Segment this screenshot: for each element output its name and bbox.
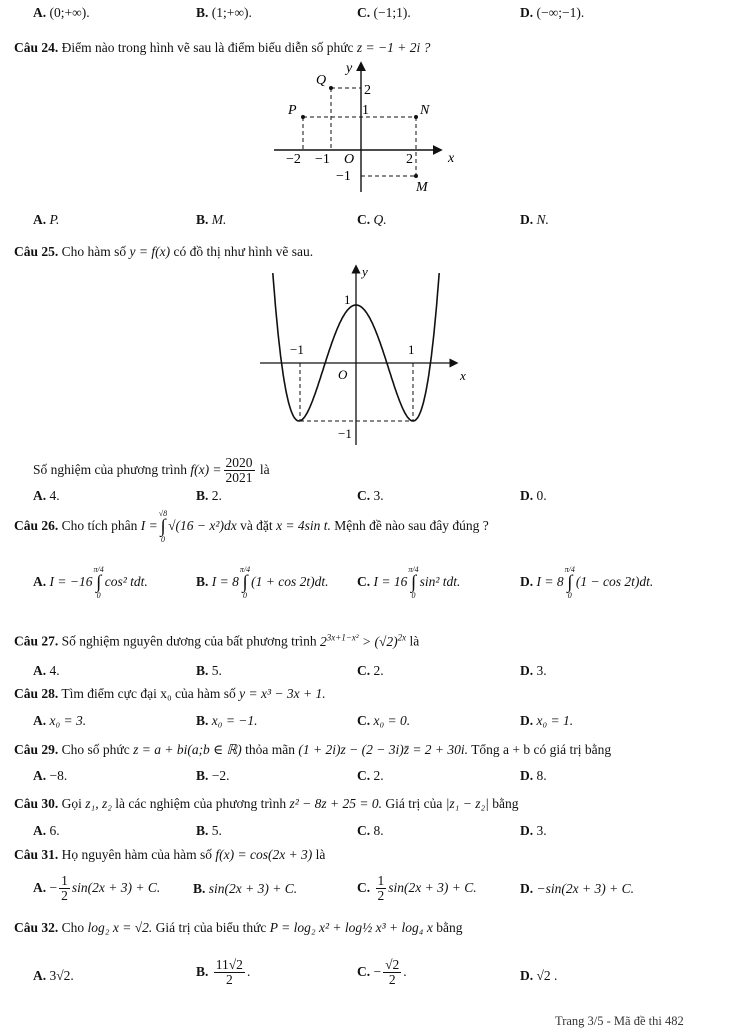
q25-origin-label: O [338,367,348,382]
q24-tick-y2: 2 [364,83,371,98]
q25-question: Số nghiệm của phương trình f(x) = $\frac{2020}{2021}$ là [33,455,270,486]
q26-a-integral: π/4 ∫ 0 [93,565,104,600]
q24-tick-xm2: −2 [286,152,301,167]
q32-c-fraction: $\frac{√2}{2}$ [385,957,400,988]
q30-option-b: B. 5. [196,823,222,838]
q25-x-label: x [460,368,466,383]
q32-b-fraction: $\frac{11√2}{2}$ [215,957,243,988]
q25-tick-y1: 1 [344,292,351,307]
q23-option-a: A. (0;+∞). [33,5,90,20]
q24-option-b: B. M. [196,212,227,227]
q29-option-b: B. −2. [196,768,230,783]
q24-complex-plane-figure [268,58,468,196]
q32-option-c: C. − $\frac{√2}{2}$ . [357,957,407,988]
q28-option-d: D. x₀ = 1. [520,713,574,728]
q24-label-q: Q [316,73,327,88]
q24-x-label: x [448,151,455,166]
q24-origin-label: O [344,152,355,167]
q23-option-c: C. (−1;1). [357,5,411,20]
q24-tick-y1: 1 [362,103,369,118]
q24-point-m [414,174,418,178]
q32-stem: Câu 32. Cho log₂ x = √2. Giá trị của biểu thức P = log₂ x² + log½ x³ + log₄ x bằng [14,920,463,935]
q31-option-c: C. $\frac{1}{2}$ sin(2x + 3) + C. [357,873,477,904]
q28-option-c: C. x₀ = 0. [357,713,411,728]
q27-option-a: A. 4. [33,663,60,678]
q23-option-d: D. (−∞;−1). [520,5,585,20]
q24-option-c: C. Q. [357,212,387,227]
q31-option-a: A. − $\frac{1}{2}$ sin(2x + 3) + C. [33,873,161,904]
q28-option-a: A. x₀ = 3. [33,713,87,728]
q25-fraction: $\frac{2020}{2021}$ [225,455,253,486]
q29-option-c: C. 2. [357,768,384,783]
q24-tick-ym1: −1 [336,169,351,184]
q27-stem: Câu 27. Số nghiệm nguyên dương của bất phương trình $2^{3x+1-x^2} > (√2)^{2x}$ là [14,632,420,649]
q26-b-integral: π/4 ∫ 0 [239,565,251,600]
q24-point-q [329,86,333,90]
q30-option-a: A. 6. [33,823,60,838]
q32-option-d: D. √2 . [520,968,558,983]
q31-stem: Câu 31. Họ nguyên hàm của hàm số f(x) = cos(2x + 3) là [14,847,326,862]
q23-option-b: B. (1;+∞). [196,5,252,20]
q26-option-d: D. I = 8 π/4 ∫ 0 (1 − cos 2t)dt. [520,565,654,600]
q31-c-fraction: $\frac{1}{2}$ [377,873,385,904]
q32-option-a: A. 3√2. [33,968,74,983]
q28-option-b: B. x₀ = −1. [196,713,258,728]
q24-tick-x2: 2 [406,152,413,167]
q24-label-p: P [288,103,297,118]
q25-option-a: A. 4. [33,488,60,503]
page-footer: Trang 3/5 - Mã đề thi 482 [555,1014,684,1028]
q24-option-d: D. N. [520,212,549,227]
q25-function-graph-figure [258,262,478,448]
q24-point-n [414,115,418,119]
q26-c-integral: π/4 ∫ 0 [408,565,419,600]
q25-option-d: D. 0. [520,488,547,503]
q30-option-d: D. 3. [520,823,547,838]
q29-option-d: D. 8. [520,768,547,783]
q25-tick-ym1: −1 [338,426,352,441]
q24-y-label: y [346,61,353,76]
q25-option-b: B. 2. [196,488,222,503]
q27-option-d: D. 3. [520,663,547,678]
q24-label-m: M [416,180,428,195]
q26-option-b: B. I = 8 π/4 ∫ 0 (1 + cos 2t)dt. [196,565,329,600]
q25-y-label: y [362,264,368,279]
q27-option-b: B. 5. [196,663,222,678]
q31-option-b: B. sin(2x + 3) + C. [193,881,298,896]
q24-point-p [301,115,305,119]
q26-integral-sign: √8 ∫ 0 [158,509,168,544]
q25-option-c: C. 3. [357,488,384,503]
q24-option-a: A. P. [33,212,60,227]
q27-option-c: C. 2. [357,663,384,678]
q29-option-a: A. −8. [33,768,68,783]
q26-d-integral: π/4 ∫ 0 [564,565,575,600]
q32-option-b: B. $\frac{11√2}{2}$ . [196,957,251,988]
q25-stem: Câu 25. Cho hàm số y = f(x) có đồ thị như hình vẽ sau. [14,244,314,259]
q24-label-n: N [420,103,430,118]
q31-option-d: D. −sin(2x + 3) + C. [520,881,634,896]
q30-option-c: C. 8. [357,823,384,838]
q25-tick-x1: 1 [408,342,415,357]
q28-stem: Câu 28. Tìm điểm cực đại x₀ của hàm số y = x³ − 3x + 1. [14,686,326,701]
q26-stem: Câu 26. Cho tích phân I = √8 ∫ 0 √(16 − x²)dx và đặt x = 4sin t. Mệnh đề nào sau đây đúng ? [14,509,489,544]
q25-tick-xm1: −1 [290,342,304,357]
q30-stem: Câu 30. Gọi z₁, z₂ là các nghiệm của phương trình z² − 8z + 25 = 0. Giá trị của |z₁ − z₂| bằng [14,796,519,811]
q26-option-c: C. I = 16 π/4 ∫ 0 sin² tdt. [357,565,461,600]
q31-a-fraction: $\frac{1}{2}$ [61,873,68,904]
q24-tick-xm1: −1 [315,152,330,167]
q26-option-a: A. I = −16 π/4 ∫ 0 cos² tdt. [33,565,148,600]
q24-stem: Câu 24. Điểm nào trong hình vẽ sau là điểm biểu diễn số phức z = −1 + 2i ? [14,40,431,55]
q29-stem: Câu 29. Cho số phức z = a + bi(a;b ∈ ℝ) thỏa mãn (1 + 2i)z − (2 − 3i)z̄ = 2 + 30i. Tổng a + b có giá trị bằng [14,742,612,757]
